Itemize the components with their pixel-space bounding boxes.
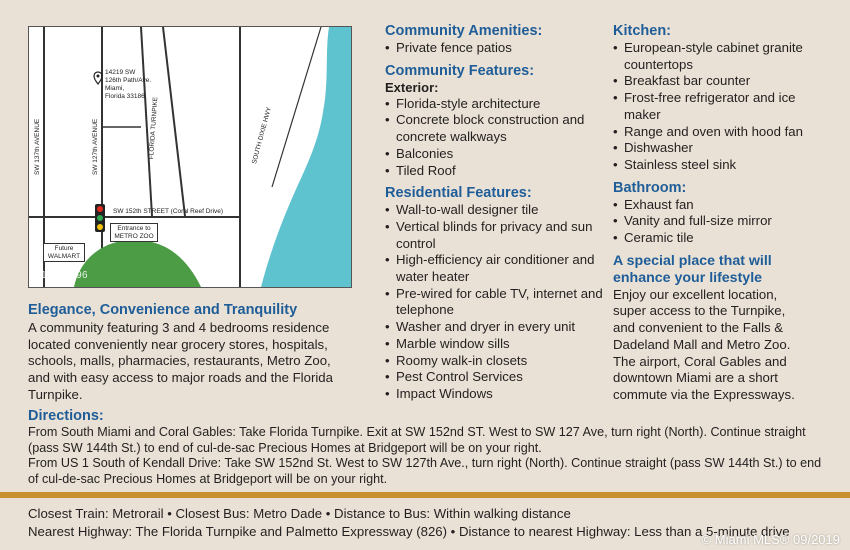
list-item: • Dishwasher [613,140,818,157]
label-turnpike: FLORIDA TURNPIKE [148,96,160,160]
directions-section [28,408,823,487]
list-item: • Concrete block construction and concrete walkways [385,112,603,145]
middle-column [385,23,603,403]
residential-list [385,202,603,402]
label-sw152: SW 152th STREET (Coral Reef Drive) [113,208,224,215]
list-item: • Marble window sills [385,336,603,353]
list-item: • Tiled Roof [385,163,603,180]
list-item: • European-style cabinet granite countertops [613,40,818,73]
elegance-title: Elegance, Convenience and Tranquility [28,302,298,318]
mls-watermark: © Miami MLS® 09/2019 [701,532,840,547]
location-pin-icon [93,71,103,85]
list-item: • High-efficiency air conditioner and water heater [385,252,603,285]
listing-id-watermark: A10746496 [34,270,88,281]
features-subtitle: Exterior: [385,79,439,95]
list-item: • Pre-wired for cable TV, internet and telephone [385,286,603,319]
directions-text-2: From US 1 South of Kendall Drive: Take SW 152nd St. West to SW 127th Ave., turn right (North). Continue straight (pass SW 144th St.) to end of cul-de-sac Precious Homes at Bridgeport will be on your right. [28,456,822,486]
list-item: • Frost-free refrigerator and ice maker [613,90,818,123]
right-column [613,23,818,404]
list-item: • Roomy walk-in closets [385,353,603,370]
list-item: • Pest Control Services [385,369,603,386]
list-item: • Impact Windows [385,386,603,403]
directions-text-1: From South Miami and Coral Gables: Take Florida Turnpike. Exit at SW 152nd ST. West to SW 127 Ave, turn right (North). Continue straight (pass SW 144th St.) to end of cul-de-sac Precious Homes at Bridgeport will be on your right. [28,425,806,455]
walmart-label [43,243,85,262]
label-sw127: SW 127th AVENUE [92,118,99,175]
bathroom-list [613,197,818,247]
list-item: • Vertical blinds for privacy and sun control [385,219,603,252]
location-map [28,26,352,288]
address-block [105,69,151,101]
features-title: Community Features: [385,62,535,79]
amenities-list [385,40,603,57]
list-item: • Range and oven with hood fan [613,124,818,141]
directions-title: Directions: [28,408,104,424]
traffic-light-icon [95,204,105,232]
list-item: • Balconies [385,146,603,163]
special-text: Enjoy our excellent location, super access to the Turnpike, and convenient to the Falls & Dadeland Mall and Metro Zoo. The airport, Coral Gables and downtown Miami are a short commute via the Expressways. [613,286,795,402]
amenities-title: Community Amenities: [385,23,543,39]
list-item: • Private fence patios [385,40,603,57]
list-item: • Florida-style architecture [385,96,603,113]
special-title [613,253,818,287]
list-item: • Wall-to-wall designer tile [385,202,603,219]
zoo-line: METRO ZOO [114,232,154,240]
list-item: • Exhaust fan [613,197,818,214]
footer-line-2: Nearest Highway: The Florida Turnpike and Palmetto Expressway (826) • Distance to nearest Highway: Less than a 5-minute drive [28,524,790,539]
footer-line-1: Closest Train: Metrorail • Closest Bus: Metro Dade • Distance to Bus: Within walking distance [28,506,571,521]
bathroom-title: Bathroom: [613,179,687,196]
kitchen-title: Kitchen: [613,23,671,39]
special-title-line: enhance your lifestyle [613,269,763,286]
list-item: • Vanity and full-size mirror [613,213,818,230]
list-item: • Stainless steel sink [613,157,818,174]
address-line: 14219 SW [105,69,136,76]
elegance-section [28,302,348,404]
address-line: Florida 33186 [105,93,145,100]
walmart-line: WALMART [47,252,81,260]
features-list [385,96,603,180]
address-line: Miami, [105,85,125,92]
label-sw137: SW 137th AVENUE [34,118,41,175]
special-title-line: A special place that will [613,252,772,269]
kitchen-list [613,40,818,174]
elegance-text: A community featuring 3 and 4 bedrooms residence located conveniently near grocery stores, hospitals, schools, malls, pharmacies, restaurants, Metro Zoo, and with easy access to major roads and the Florida Turnpike. [28,320,333,402]
list-item: • Ceramic tile [613,230,818,247]
walmart-line: Future [54,245,74,252]
address-line: 126th Path/Ave. [105,77,152,84]
label-dixie: SOUTH DIXIE HWY [251,106,273,165]
zoo-line: Entrance to [117,225,151,232]
list-item: • Washer and dryer in every unit [385,319,603,336]
list-item: • Breakfast bar counter [613,73,818,90]
zoo-entrance-label [110,223,158,242]
residential-title: Residential Features: [385,185,532,202]
